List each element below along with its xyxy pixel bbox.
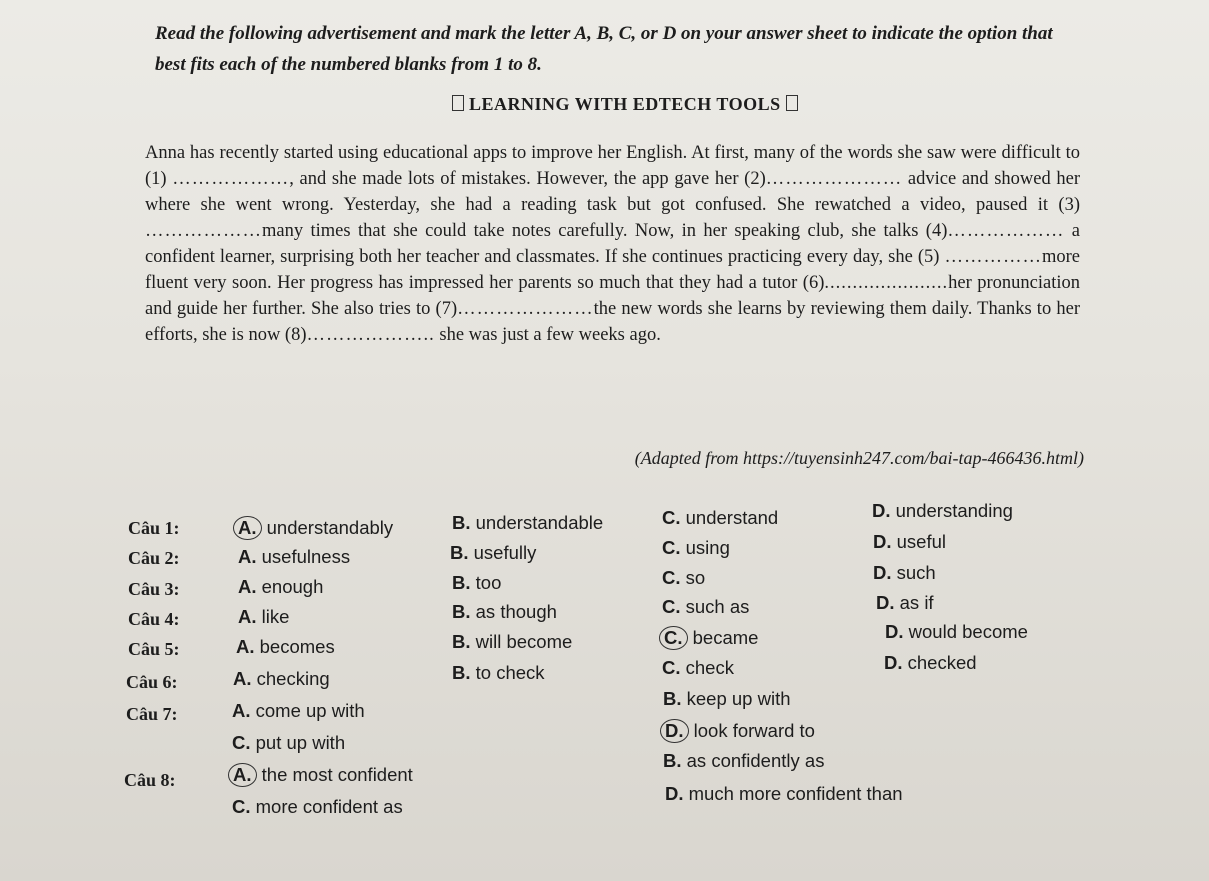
option-letter: A.: [233, 516, 262, 540]
passage-segment: she was just a few weeks ago.: [434, 325, 661, 345]
passage-segment: more fluent very soon. Her progress has impressed her parents so much that they had a tutor (6): [145, 247, 1080, 293]
option-a[interactable]: [238, 576, 323, 598]
option-text: will become: [475, 631, 573, 652]
passage-segment: the new words she learns by reviewing them daily. Thanks to her efforts, she is now (8): [145, 299, 1080, 345]
option-text: understand: [685, 507, 779, 528]
option-b[interactable]: [452, 662, 545, 684]
option-letter: B.: [450, 542, 469, 563]
option-text: understandably: [266, 517, 394, 538]
heading-text: LEARNING WITH EDTECH TOOLS: [469, 94, 781, 114]
question-label: Câu 7:: [126, 704, 178, 724]
option-letter: C.: [232, 796, 251, 817]
option-text: like: [261, 606, 290, 627]
option-b[interactable]: [663, 688, 791, 710]
option-letter: B.: [452, 512, 471, 533]
option-d[interactable]: [873, 531, 946, 553]
option-text: as confidently as: [686, 750, 825, 771]
option-c[interactable]: [662, 537, 730, 559]
option-letter: D.: [665, 783, 684, 804]
option-d[interactable]: [885, 621, 1028, 643]
option-letter: D.: [873, 531, 892, 552]
option-text: enough: [261, 576, 324, 597]
option-text: more confident as: [255, 796, 403, 817]
option-d[interactable]: [876, 592, 934, 614]
option-text: put up with: [255, 732, 346, 753]
option-c[interactable]: [662, 596, 749, 618]
option-text: becomes: [259, 636, 335, 657]
option-letter: D.: [885, 621, 904, 642]
option-letter: C.: [662, 657, 681, 678]
option-letter: C.: [662, 567, 681, 588]
option-a[interactable]: [238, 546, 350, 568]
option-letter: D.: [660, 719, 689, 743]
question-label: Câu 3:: [128, 579, 180, 599]
question-label: Câu 6:: [126, 672, 178, 692]
option-letter: D.: [884, 652, 903, 673]
passage-segment: a confident learner, surprising both her teacher and classmates. If she continues practicing every day, she (5): [145, 221, 1080, 267]
blank-8: ………………..: [306, 325, 435, 345]
option-a[interactable]: [238, 606, 289, 628]
question-label: Câu 8:: [124, 770, 176, 790]
option-letter: D.: [876, 592, 895, 613]
option-letter: C.: [662, 507, 681, 528]
option-text: checking: [256, 668, 330, 689]
phone-icon: [452, 95, 464, 111]
option-c[interactable]: [662, 567, 705, 589]
option-letter: D.: [873, 562, 892, 583]
option-b[interactable]: [452, 512, 603, 534]
option-letter: B.: [663, 688, 682, 709]
option-letter: C.: [659, 626, 688, 650]
option-text: understandable: [475, 512, 604, 533]
option-text: useful: [896, 531, 947, 552]
option-text: as if: [899, 592, 934, 613]
option-a[interactable]: [233, 763, 413, 787]
option-letter: C.: [662, 537, 681, 558]
option-letter: A.: [238, 576, 257, 597]
option-b[interactable]: [452, 631, 572, 653]
option-letter: A.: [238, 606, 257, 627]
blank-2: …………………: [765, 169, 903, 189]
passage-segment: her pronunciation and guide her further. She also tries to (7): [145, 273, 1081, 319]
option-text: such: [896, 562, 936, 583]
passage-segment: Anna has recently started using educational apps to improve her English. At first, many of the words she saw were difficult to (1): [145, 143, 1080, 189]
option-text: would become: [908, 621, 1028, 642]
option-text: keep up with: [686, 688, 791, 709]
passage-segment: advice and showed her where she went wrong. Yesterday, she had a reading task but got confused. She rewatched a video, paused it (3): [145, 169, 1080, 215]
option-text: much more confident than: [688, 783, 903, 804]
option-text: usefully: [473, 542, 537, 563]
option-text: to check: [475, 662, 545, 683]
option-letter: B.: [452, 572, 471, 593]
option-letter: A.: [233, 668, 252, 689]
blank-4: ………………: [947, 221, 1065, 241]
passage-text: [145, 140, 1080, 348]
option-c[interactable]: [662, 657, 734, 679]
question-label: Câu 4:: [128, 609, 180, 629]
option-text: check: [685, 657, 734, 678]
option-letter: A.: [238, 546, 257, 567]
option-d[interactable]: [665, 719, 815, 743]
option-text: using: [685, 537, 730, 558]
question-label: Câu 1:: [128, 518, 180, 538]
instruction-text: Read the following advertisement and mark the letter A, B, C, or D on your answer sheet to indicate the option that best fits each of the numbered blanks from 1 to 8.: [155, 23, 1053, 75]
option-c[interactable]: [232, 732, 345, 754]
option-a[interactable]: [232, 700, 365, 722]
option-text: understanding: [895, 500, 1013, 521]
option-text: come up with: [255, 700, 365, 721]
option-c[interactable]: [664, 626, 758, 650]
option-b[interactable]: [450, 542, 536, 564]
option-text: too: [475, 572, 502, 593]
option-text: usefulness: [261, 546, 351, 567]
option-a[interactable]: [236, 636, 335, 658]
option-a[interactable]: [238, 516, 393, 540]
passage: [145, 140, 1080, 348]
option-text: the most confident: [261, 764, 413, 785]
blank-3: ………………: [145, 221, 262, 241]
option-text: checked: [907, 652, 977, 673]
option-c[interactable]: [232, 796, 403, 818]
option-d[interactable]: [872, 500, 1013, 522]
option-letter: B.: [452, 631, 471, 652]
option-text: such as: [685, 596, 750, 617]
option-d[interactable]: [884, 652, 977, 674]
option-letter: A.: [236, 636, 255, 657]
option-b[interactable]: [452, 572, 501, 594]
option-b[interactable]: [452, 601, 557, 623]
passage-segment: many times that she could take notes carefully. Now, in her speaking club, she talks (4): [262, 221, 948, 241]
option-letter: B.: [663, 750, 682, 771]
blank-5: ……………: [944, 247, 1042, 267]
source-citation: (Adapted from https://tuyensinh247.com/bai-tap-466436.html): [634, 448, 1084, 468]
passage-segment: , and she made lots of mistakes. However, the app gave her (2): [289, 169, 766, 189]
option-d[interactable]: [665, 783, 903, 805]
option-letter: A.: [232, 700, 251, 721]
question-label: Câu 5:: [128, 639, 180, 659]
option-text: as though: [475, 601, 557, 622]
option-d[interactable]: [873, 562, 936, 584]
option-a[interactable]: [233, 668, 330, 690]
option-c[interactable]: [662, 507, 778, 529]
option-text: so: [685, 567, 706, 588]
phone-icon: [786, 95, 798, 111]
blank-6: ......................: [824, 273, 949, 293]
question-label: Câu 2:: [128, 548, 180, 568]
blank-7: …………………: [457, 299, 594, 319]
blank-1: ………………: [172, 169, 290, 189]
option-b[interactable]: [663, 750, 824, 772]
option-letter: B.: [452, 601, 471, 622]
option-letter: A.: [228, 763, 257, 787]
option-text: became: [692, 627, 759, 648]
option-letter: D.: [872, 500, 891, 521]
option-letter: C.: [662, 596, 681, 617]
option-text: look forward to: [693, 720, 815, 741]
advertisement-heading: [452, 94, 798, 115]
option-letter: C.: [232, 732, 251, 753]
option-letter: B.: [452, 662, 471, 683]
